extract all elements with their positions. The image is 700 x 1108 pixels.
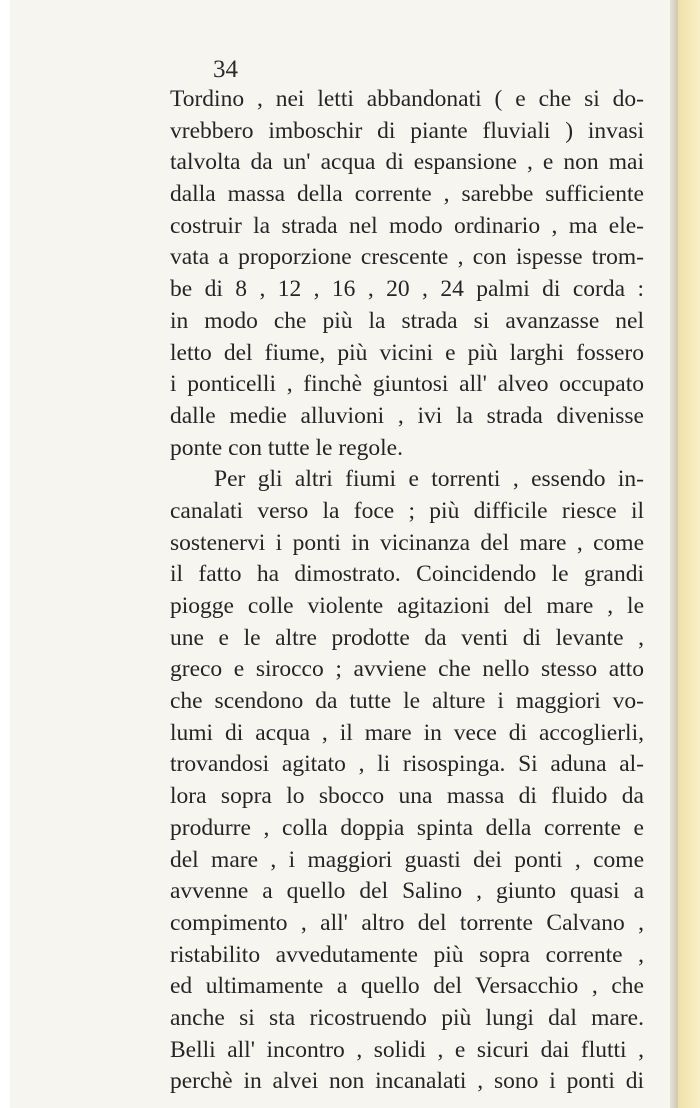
text-line: sostenervi i ponti in vicinanza del mare , come bbox=[170, 529, 644, 556]
text-line: ristabilito avvedutamente più sopra corrente , bbox=[170, 941, 644, 968]
text-line: letto del fiume, più vicini e più larghi fossero bbox=[170, 339, 644, 366]
adjacent-page-edge bbox=[678, 0, 700, 1108]
text-line: vrebbero imboschir di piante fluviali ) invasi bbox=[170, 117, 644, 144]
text-line: costruir la strada nel modo ordinario , ma ele- bbox=[170, 212, 644, 239]
text-line: il fatto ha dimostrato. Coincidendo le grandi bbox=[170, 561, 644, 588]
text-line: Tordino , nei letti abbandonati ( e che si do- bbox=[170, 86, 644, 112]
text-line: perchè in alvei non incanalati , sono i ponti di bbox=[170, 1068, 644, 1095]
text-line: Belli all' incontro , solidi , e sicuri dai flutti , bbox=[170, 1036, 644, 1063]
text-line: trovandosi agitato , li risospinga. Si aduna al- bbox=[170, 751, 644, 778]
text-line: dalla massa della corrente , sarebbe sufficiente bbox=[170, 181, 644, 208]
text-line: che scendono da tutte le alture i maggiori vo- bbox=[170, 688, 644, 715]
text-line: une e le altre prodotte da venti di levante , bbox=[170, 624, 644, 651]
text-line: anche si sta ricostruendo più lungi dal mare. bbox=[170, 1004, 644, 1031]
text-line: lumi di acqua , il mare in vece di accoglierli, bbox=[170, 719, 644, 746]
text-line: in modo che più la strada si avanzasse nel bbox=[170, 307, 644, 334]
text-line: produrre , colla doppia spinta della corrente e bbox=[170, 814, 644, 841]
text-line: avvenne a quello del Salino , giunto quasi a bbox=[170, 878, 644, 905]
text-line: lora sopra lo sbocco una massa di fluido da bbox=[170, 783, 644, 810]
text-line: i ponticelli , finchè giuntosi all' alveo occupato bbox=[170, 371, 644, 398]
text-line: greco e sirocco ; avviene che nello stesso atto bbox=[170, 656, 644, 683]
text-line: talvolta da un' acqua di espansione , e non mai bbox=[170, 149, 644, 176]
text-line: be di 8 , 12 , 16 , 20 , 24 palmi di corda : bbox=[170, 276, 644, 303]
text-line: ed ultimamente a quello del Versacchio , che bbox=[170, 973, 644, 1000]
body-text bbox=[170, 84, 644, 1098]
page-edge-shadow bbox=[670, 0, 678, 1108]
text-line: piogge colle violente agitazioni del mare , le bbox=[170, 593, 644, 619]
text-line: compimento , all' altro del torrente Calvano , bbox=[170, 909, 644, 936]
text-line: vata a proporzione crescente , con ispesse trom- bbox=[170, 244, 644, 271]
page-number: 34 bbox=[213, 56, 238, 83]
paragraph-start-line: Per gli altri fiumi e torrenti , essendo in- bbox=[214, 466, 644, 493]
text-line: dalle medie alluvioni , ivi la strada divenisse bbox=[170, 402, 644, 429]
paragraph-end-line: ponte con tutte le regole. bbox=[170, 434, 403, 461]
book-page bbox=[10, 0, 670, 1108]
text-line: canalati verso la foce ; più difficile riesce il bbox=[170, 497, 644, 524]
text-line: del mare , i maggiori guasti dei ponti , come bbox=[170, 846, 644, 873]
